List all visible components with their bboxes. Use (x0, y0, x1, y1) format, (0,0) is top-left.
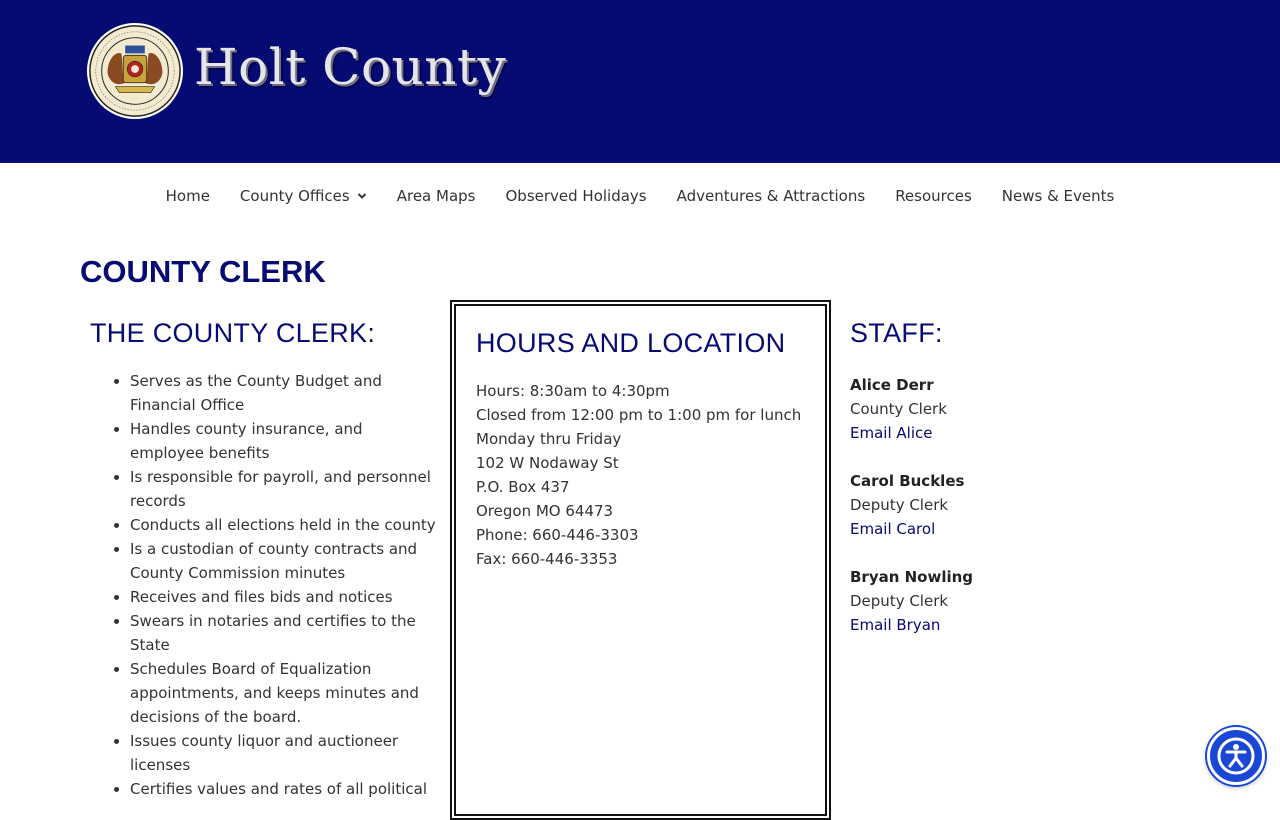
accessibility-button[interactable] (1207, 727, 1265, 785)
nav-item-home[interactable]: Home (165, 187, 210, 205)
street-address: 102 W Nodaway St (476, 454, 619, 472)
email-carol-link[interactable]: Email Carol (850, 520, 936, 538)
email-bryan-link[interactable]: Email Bryan (850, 616, 941, 634)
list-item: • Handles county insurance, and employee benefits (130, 417, 440, 465)
list-item: • Conducts all elections held in the county (130, 513, 440, 537)
chevron-down-icon (357, 191, 367, 201)
accessibility-icon (1216, 736, 1256, 776)
list-item: • Receives and files bids and notices (130, 585, 440, 609)
staff-member (850, 373, 1150, 445)
city-state-zip: Oregon MO 64473 (476, 502, 614, 520)
hours-location-box (450, 300, 831, 820)
site-header (0, 0, 1280, 163)
email-alice-link[interactable]: Email Alice (850, 424, 933, 442)
nav-item-observed-holidays[interactable]: Observed Holidays (505, 187, 647, 205)
list-item: • Schedules Board of Equalization appointments, and keeps minutes and decisions of the board. (130, 657, 440, 729)
hours-line: Hours: 8:30am to 4:30pm (476, 382, 670, 400)
fax-number: Fax: 660-446-3353 (476, 550, 618, 568)
staff-section (850, 318, 1150, 661)
staff-heading: STAFF: (850, 318, 943, 348)
staff-name: Alice Derr (850, 376, 934, 394)
nav-item-county-offices[interactable] (225, 187, 382, 205)
staff-name: Bryan Nowling (850, 568, 974, 586)
staff-role: County Clerk (850, 400, 947, 418)
logo-text: Holt County (194, 38, 507, 96)
nav-item-area-maps[interactable]: Area Maps (396, 187, 476, 205)
list-item: • Serves as the County Budget and Financial Office (130, 369, 440, 417)
staff-member (850, 565, 1150, 637)
main-nav (0, 163, 1280, 229)
po-box: P.O. Box 437 (476, 478, 570, 496)
list-item: • Is responsible for payroll, and personnel records (130, 465, 440, 513)
page-title: COUNTY CLERK (80, 254, 326, 289)
staff-role: Deputy Clerk (850, 496, 949, 514)
staff-name: Carol Buckles (850, 472, 965, 490)
staff-role: Deputy Clerk (850, 592, 949, 610)
hours-heading: HOURS AND LOCATION (476, 328, 786, 358)
nav-item-label: County Offices (239, 187, 350, 205)
nav-item-adventures-attractions[interactable]: Adventures & Attractions (676, 187, 866, 205)
nav-item-news-events[interactable]: News & Events (1001, 187, 1115, 205)
logo-link[interactable] (86, 22, 506, 120)
list-item: • Is a custodian of county contracts and County Commission minutes (130, 537, 440, 585)
missouri-state-seal-icon (86, 22, 184, 120)
phone-number: Phone: 660-446-3303 (476, 526, 639, 544)
list-item: • Issues county liquor and auctioneer licenses (130, 729, 440, 777)
staff-member (850, 469, 1150, 541)
lunch-line: Closed from 12:00 pm to 1:00 pm for lunch (476, 406, 802, 424)
clerk-heading: THE COUNTY CLERK: (90, 318, 376, 348)
staff-list (850, 373, 1150, 637)
clerk-duties-section (90, 318, 440, 801)
nav-item-resources[interactable]: Resources (895, 187, 972, 205)
days-line: Monday thru Friday (476, 430, 622, 448)
duties-list (90, 369, 440, 801)
hours-details (476, 379, 816, 571)
list-item: • Swears in notaries and certifies to the State (130, 609, 440, 657)
list-item: • Certifies values and rates of all political (130, 777, 440, 801)
